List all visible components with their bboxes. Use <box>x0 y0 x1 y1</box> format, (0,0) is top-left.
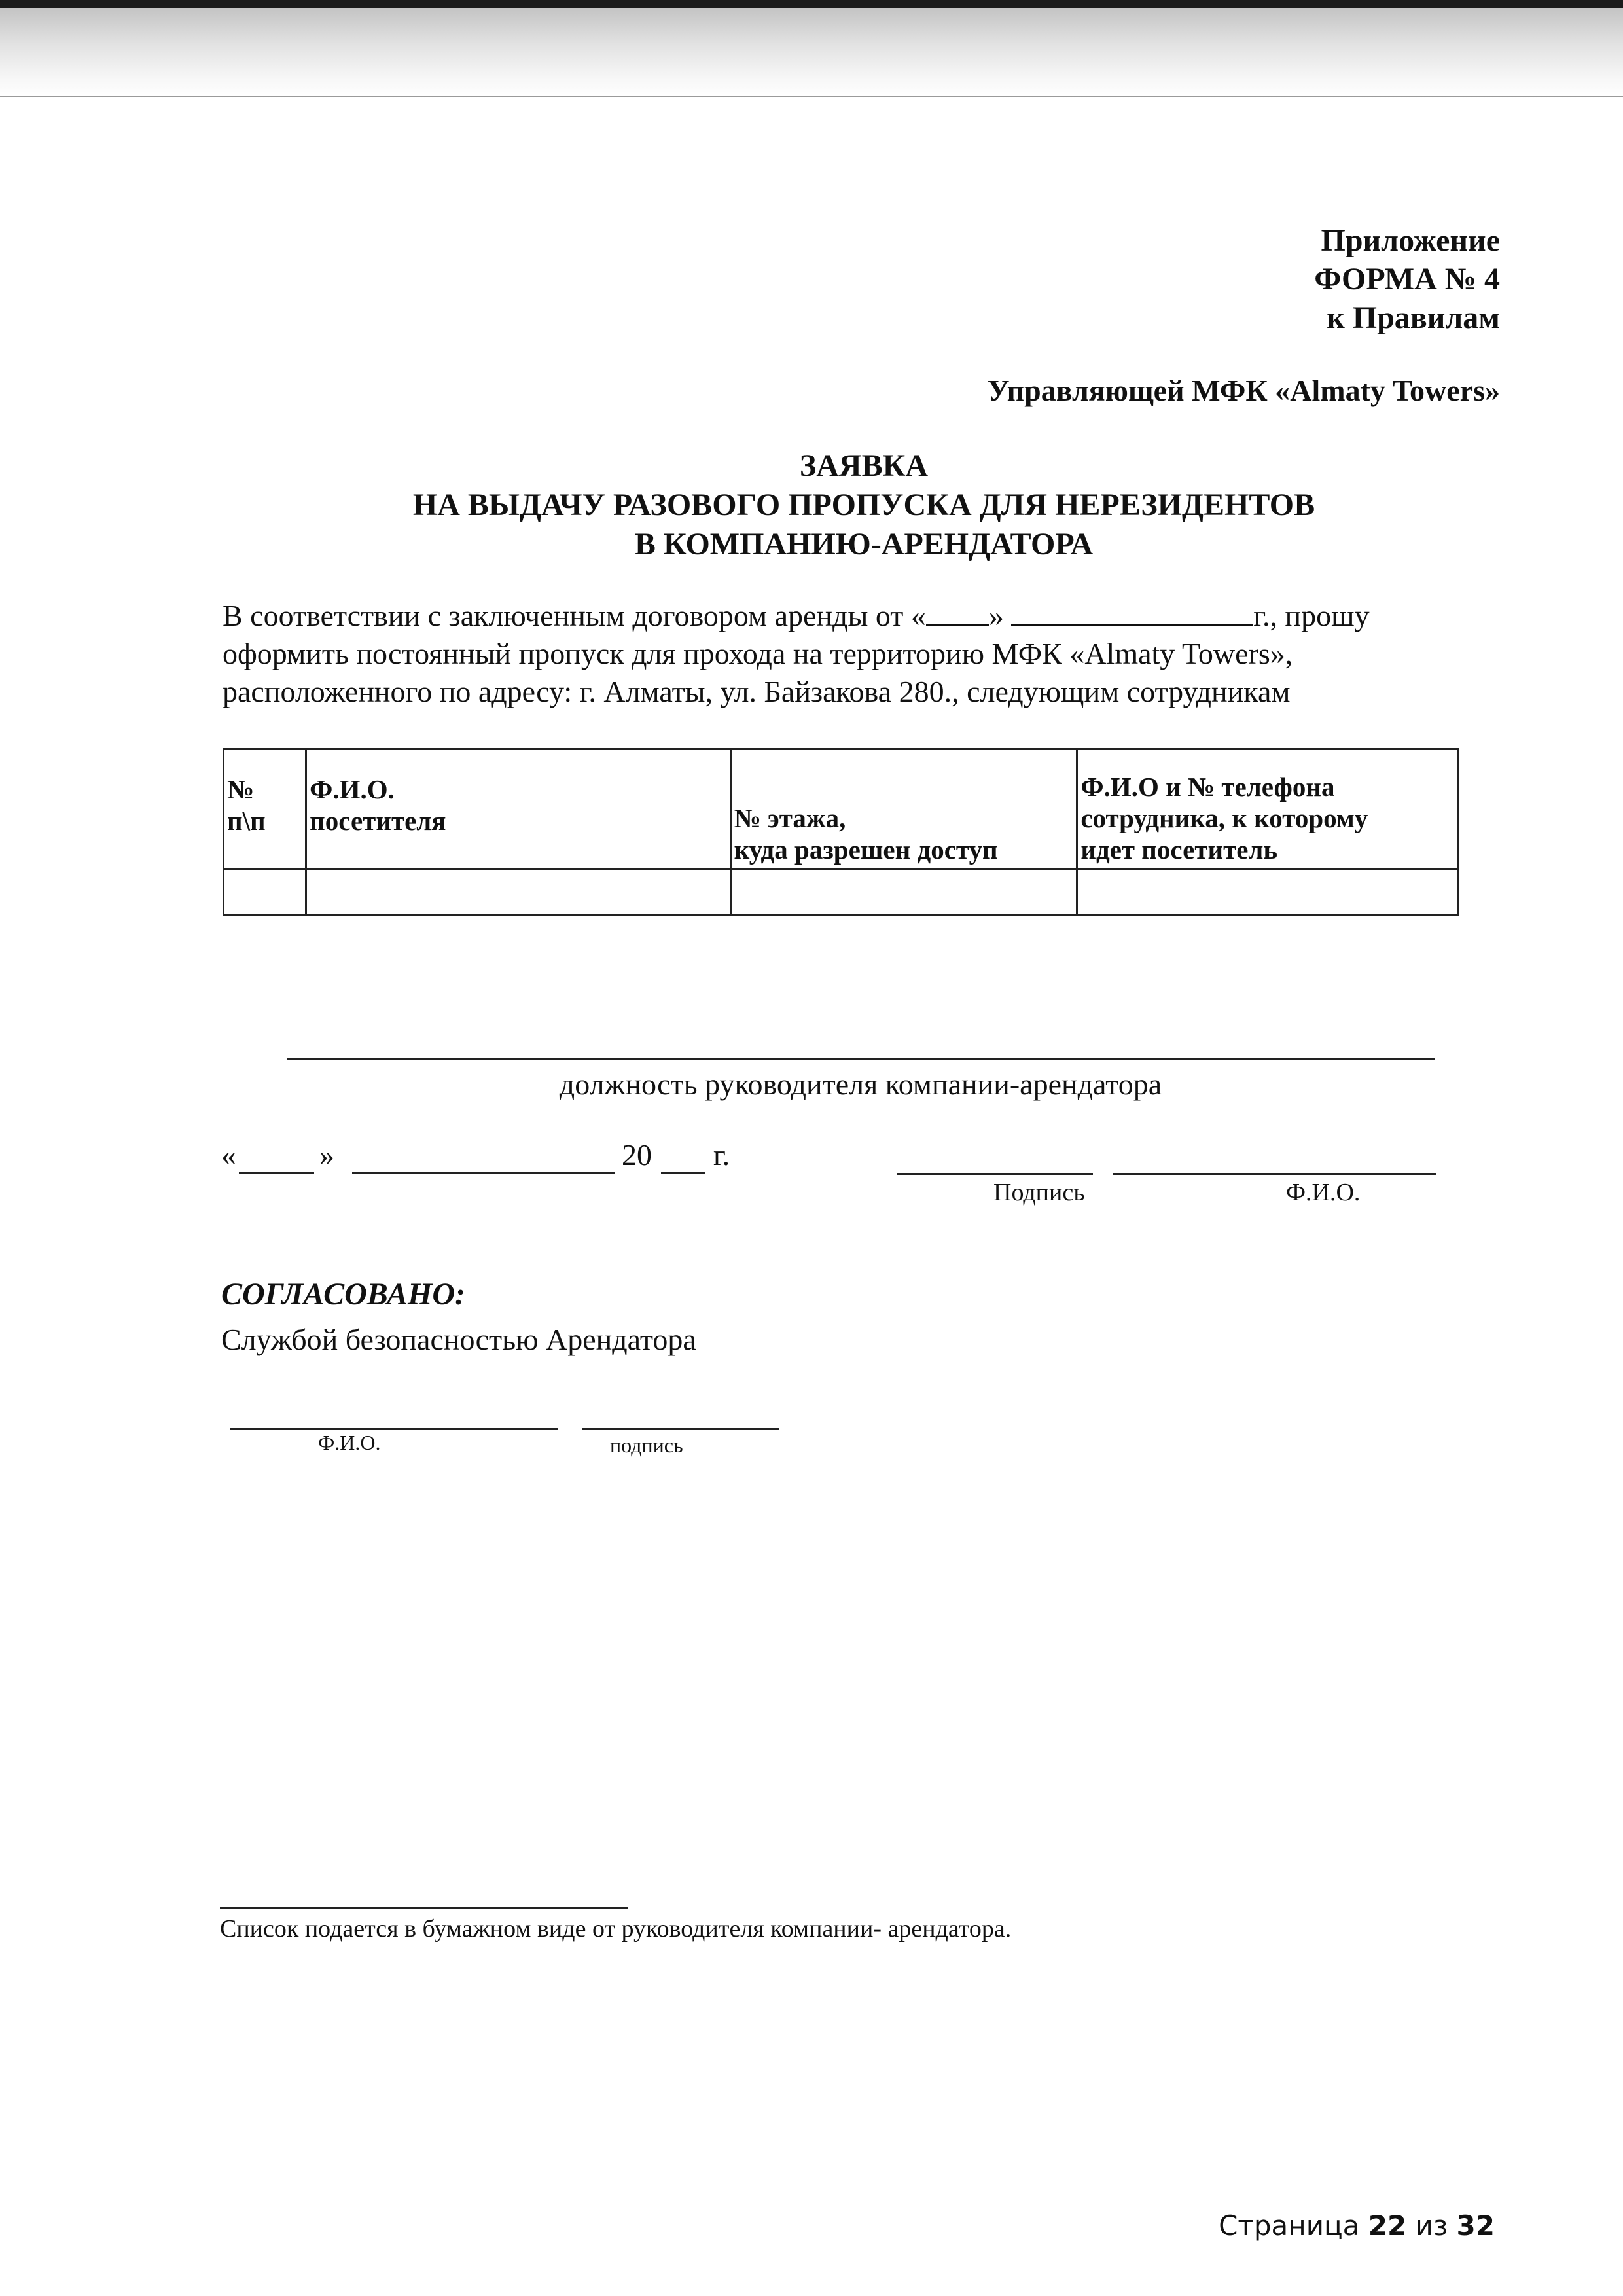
form-number: ФОРМА № 4 <box>1314 262 1500 296</box>
agreed-name-line[interactable] <box>230 1428 558 1430</box>
agreed-name-caption: Ф.И.О. <box>318 1431 381 1454</box>
footnote: Список подается в бумажном виде от руководителя компании- арендатора. <box>220 1915 1012 1943</box>
date-open-quote: « <box>221 1138 236 1172</box>
visitors-table <box>223 748 1459 916</box>
agreed-signature-line[interactable] <box>582 1428 779 1430</box>
signature-line[interactable] <box>897 1173 1093 1175</box>
paragraph-text-3: г., прошу <box>1253 599 1370 632</box>
signature-caption: Подпись <box>993 1179 1085 1206</box>
page-number <box>1219 2210 1495 2242</box>
page-prefix: Страница <box>1219 2210 1360 2242</box>
title-line-1: ЗАЯВКА <box>799 448 929 483</box>
page-current: 22 <box>1368 2210 1407 2242</box>
date-year-suffix: г. <box>713 1138 730 1172</box>
document-title <box>0 446 1623 564</box>
name-caption: Ф.И.О. <box>1286 1179 1361 1206</box>
agreed-by: Службой безопасностью Арендатора <box>221 1323 696 1356</box>
organization-name: Управляющей МФК «Almaty Towers» <box>987 374 1500 407</box>
cell-number[interactable] <box>224 869 306 916</box>
scan-shadow <box>0 0 1623 98</box>
title-line-2: НА ВЫДАЧУ РАЗОВОГО ПРОПУСКА ДЛЯ НЕРЕЗИДЕНТОВ <box>412 488 1315 522</box>
rules-label: к Правилам <box>1327 300 1500 335</box>
contract-date-blank[interactable] <box>1011 598 1253 626</box>
date-day-blank[interactable] <box>239 1172 314 1174</box>
table-header-row <box>224 749 1459 869</box>
position-caption: должность руководителя компании-арендатора <box>559 1067 1162 1101</box>
appendix-header <box>1314 221 1500 337</box>
page-total: 32 <box>1456 2210 1495 2242</box>
scan-edge-line <box>0 96 1623 97</box>
appendix-label: Приложение <box>1321 223 1500 258</box>
date-year-blank[interactable] <box>661 1172 705 1174</box>
table-row <box>224 869 1459 916</box>
page-middle: из <box>1415 2210 1448 2242</box>
header-visitor-name: Ф.И.О. посетителя <box>306 749 730 869</box>
title-line-3: В КОМПАНИЮ-АРЕНДАТОРА <box>634 527 1094 562</box>
agreed-signature-caption: подпись <box>610 1433 683 1457</box>
date-close-quote: » <box>319 1138 334 1172</box>
agreed-title: СОГЛАСОВАНО: <box>221 1277 465 1312</box>
cell-employee-contact[interactable] <box>1077 869 1459 916</box>
contract-day-blank[interactable] <box>926 598 989 626</box>
position-line[interactable] <box>287 1058 1435 1060</box>
date-month-blank[interactable] <box>352 1172 615 1174</box>
paragraph-line-2: оформить постоянный пропуск для прохода на территорию МФК «Almaty Towers», <box>223 637 1293 670</box>
header-employee-contact: Ф.И.О и № телефона сотрудника, к которому идет посетитель <box>1077 749 1459 869</box>
paragraph-line-3: расположенного по адресу: г. Алматы, ул. Байзакова 280., следующим сотрудникам <box>223 675 1291 708</box>
request-paragraph <box>223 597 1479 711</box>
header-number: № п\п <box>224 749 306 869</box>
paragraph-line-1 <box>223 597 1479 635</box>
cell-visitor-name[interactable] <box>306 869 730 916</box>
header-floor: № этажа, куда разрешен доступ <box>730 749 1077 869</box>
date-year-prefix: 20 <box>622 1138 652 1172</box>
name-line[interactable] <box>1113 1173 1436 1175</box>
paragraph-text-2: » <box>988 599 1012 632</box>
cell-floor[interactable] <box>730 869 1077 916</box>
footnote-separator <box>220 1907 628 1909</box>
paragraph-text-1: В соответствии с заключенным договором аренды от « <box>223 599 926 632</box>
